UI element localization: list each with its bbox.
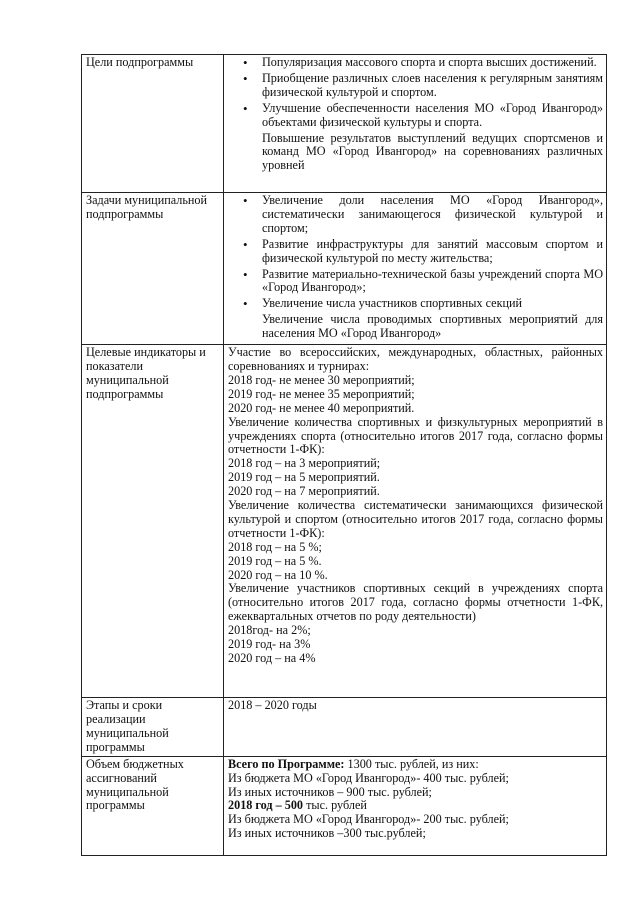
indicator-line: 2020 год – на 10 %.	[228, 567, 328, 582]
indicator-line: 2020 год – на 7 мероприятий.	[228, 484, 380, 499]
budget-line: Из иных источников – 900 тыс. рублей;	[228, 784, 432, 799]
list-item: Повышение результатов выступлений ведущих спортсменов и команд МО «Город Ивангород» на соревнованиях различных уровней	[262, 130, 603, 173]
indicators-label: Целевые индикаторы и показатели муниципальной подпрограммы	[82, 345, 224, 698]
program-passport-table	[81, 54, 607, 856]
indicator-line: 2019 год- не менее 35 мероприятий;	[228, 386, 415, 401]
budget-total-heading: Всего по Программе:	[228, 756, 345, 771]
indicator-line: 2018 год – на 3 мероприятий;	[228, 456, 381, 471]
indicator-line: 2018 год- не менее 30 мероприятий;	[228, 372, 415, 387]
budget-line: Из бюджета МО «Город Ивангород»- 200 тыс. рублей;	[228, 812, 509, 827]
list-item: • Развитие инфраструктуры для занятий массовым спортом и физической культурой по месту жительства;	[262, 238, 603, 266]
indicator-line: 2018 год – на 5 %;	[228, 539, 322, 554]
indicator-line: 2019 год- на 3%	[228, 637, 311, 652]
goals-value	[224, 55, 607, 193]
list-item: • Развитие материально-технической базы учреждений спорта МО «Город Ивангород»;	[262, 268, 603, 296]
list-item: • Приобщение различных слоев населения к регулярным занятиям физической культурой и спортом.	[262, 72, 603, 100]
budget-year-heading: 2018 год – 500	[228, 798, 304, 813]
indicator-line: 2020 год – на 4%	[228, 651, 316, 665]
goals-label: Цели подпрограммы	[82, 55, 224, 193]
list-item: • Увеличение числа участников спортивных секций	[262, 297, 603, 311]
indicator-line: Увеличение участников спортивных секций в учреждениях спорта (относительно итогов 2017 года, согласно формы отчетности 1-ФК, ежеквартальных отчетов по роду деятельности)	[228, 581, 603, 624]
tasks-value	[224, 193, 607, 345]
budget-total-line	[228, 758, 603, 772]
row-stages	[82, 698, 607, 757]
budget-value	[224, 756, 607, 855]
budget-line: Из иных источников –300 тыс.рублей;	[228, 826, 426, 841]
list-item: • Увеличение доли населения МО «Город Ивангород», систематически занимающегося физической культурой и спортом;	[262, 194, 603, 236]
indicator-line: 2018год- на 2%;	[228, 623, 311, 638]
list-item: Увеличение числа проводимых спортивных мероприятий для населения МО «Город Ивангород»	[262, 312, 603, 341]
budget-year-line	[228, 799, 603, 813]
budget-year-unit: тыс. рублей	[303, 798, 367, 813]
row-tasks	[82, 193, 607, 345]
indicator-line: Увеличение количества систематически занимающихся физической культурой и спортом (относительно итогов 2017 года, согласно формы отчетности 1-ФК):	[228, 498, 603, 540]
tasks-list	[228, 194, 603, 341]
budget-label: Объем бюджетных ассигнований муниципальной программы	[82, 756, 224, 855]
budget-line: Из бюджета МО «Город Ивангород»- 400 тыс. рублей;	[228, 770, 509, 785]
indicator-line: 2019 год – на 5 мероприятий.	[228, 470, 380, 485]
row-budget	[82, 756, 607, 855]
budget-total-amount: 1300 тыс. рублей, из них:	[344, 756, 479, 771]
row-indicators	[82, 345, 607, 698]
tasks-label: Задачи муниципальной подпрограммы	[82, 193, 224, 345]
indicator-line: 2020 год- не менее 40 мероприятий.	[228, 400, 415, 415]
indicators-value	[224, 345, 607, 698]
indicator-line: Участие во всероссийских, международных, областных, районных соревнованиях и турнирах:	[228, 345, 603, 373]
indicator-line: Увеличение количества спортивных и физкультурных мероприятий в учреждениях спорта (относительно итогов 2017 года, согласно формы отчетности 1-ФК):	[228, 414, 603, 457]
stages-label: Этапы и сроки реализации муниципальной программы	[82, 698, 224, 757]
list-item: • Популяризация массового спорта и спорта высших достижений.	[262, 56, 603, 70]
list-item: • Улучшение обеспеченности населения МО «Город Ивангород» объектами физической культуры и спорта.	[262, 102, 603, 130]
row-goals	[82, 55, 607, 193]
indicator-line: 2019 год – на 5 %.	[228, 553, 322, 568]
stages-value: 2018 – 2020 годы	[224, 698, 607, 757]
goals-list	[228, 56, 603, 173]
